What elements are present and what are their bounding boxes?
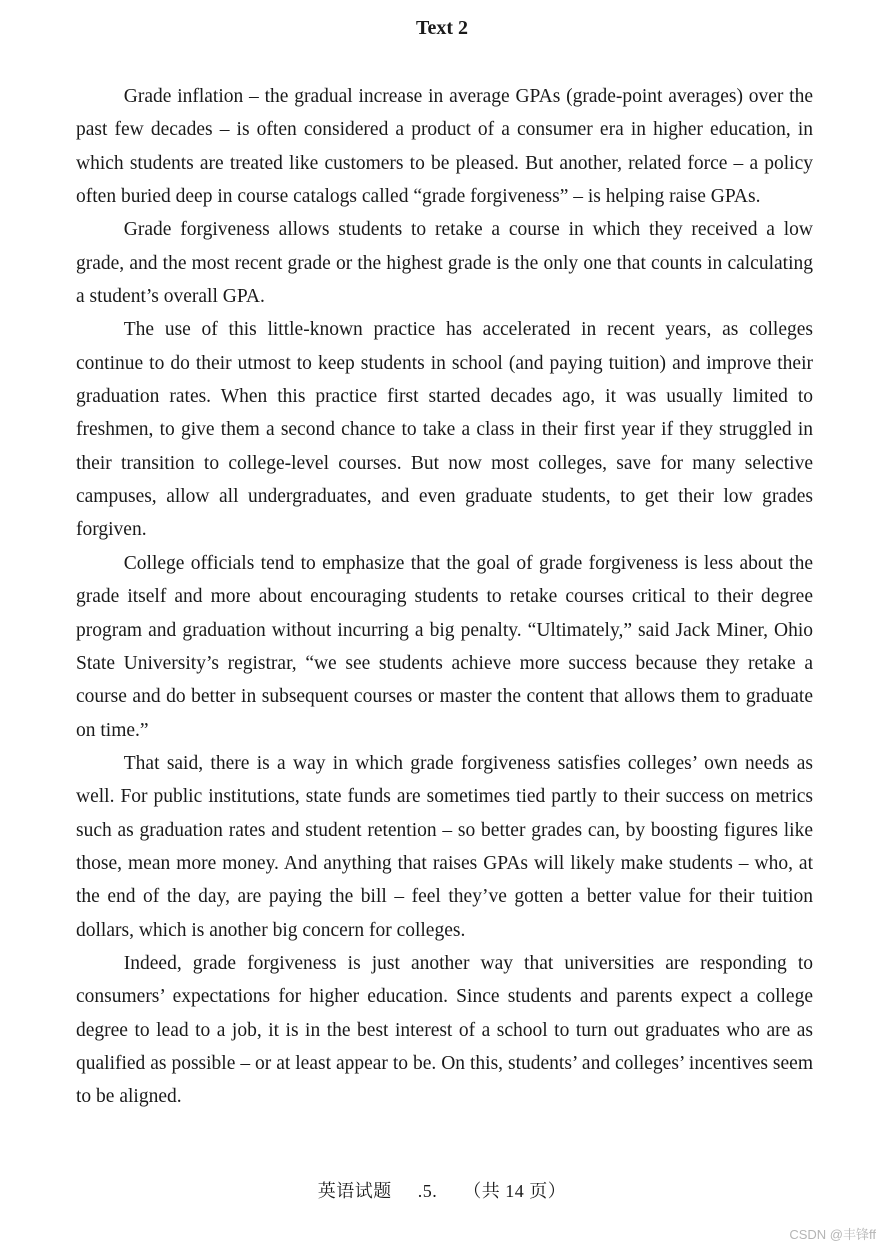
watermark: CSDN @丰锋ff (789, 1227, 876, 1242)
paragraph-3: The use of this little-known practice has accelerated in recent years, as colleges continue to do their utmost to keep students in school (and paying tuition) and improve their graduation rates. When this practice first started decades ago, it was usually limited to freshmen, to give them a second chance to take a class in their first year if they struggled in their transition to college-level courses. But now most colleges, save for many selective campuses, allow all undergraduates, and even graduate students, to get their low grades forgiven. (76, 319, 813, 541)
footer-subject: 英语试题 (317, 1181, 392, 1201)
paragraph-4: College officials tend to emphasize that the goal of grade forgiveness is less about the grade itself and more about encouraging students to retake courses critical to their degree program and graduation without incurring a big penalty. “Ultimately,” said Jack Miner, Ohio State University’s registrar, “we see students achieve more success because they retake a course and do better in subsequent courses or master the content that allows them to graduate on time.” (76, 552, 813, 741)
page-footer (0, 1178, 884, 1204)
paragraph-2: Grade forgiveness allows students to retake a course in which they received a low grade, and the most recent grade or the highest grade is the only one that counts in calculating a student’s overall GPA. (76, 219, 813, 308)
paragraph-1: Grade inflation – the gradual increase in average GPAs (grade-point averages) over the past few decades – is often considered a product of a consumer era in higher education, in which students are treated like customers to be pleased. But another, related force – a policy often buried deep in course catalogs called “grade forgiveness” – is helping raise GPAs. (76, 86, 813, 208)
paragraph-5: That said, there is a way in which grade forgiveness satisfies colleges’ own needs as well. For public institutions, state funds are sometimes tied partly to their success on metrics such as graduation rates and student retention – so better grades can, by boosting figures like those, mean more money. And anything that raises GPAs will likely make students – who, at the end of the day, are paying the bill – feel they’ve gotten a better value for their tuition dollars, which is another big concern for colleges. (76, 752, 813, 941)
footer-page-number: .5. (417, 1181, 438, 1201)
paragraph-6: Indeed, grade forgiveness is just another way that universities are responding to consumers’ expectations for higher education. Since students and parents expect a college degree to lead to a job, it is in the best interest of a school to turn out graduates who are as qualified as possible – or at least appear to be. On this, students’ and colleges’ incentives seem to be aligned. (76, 952, 813, 1108)
footer-page-total: （共 14 页） (463, 1181, 567, 1201)
article-body (76, 80, 813, 1114)
text-title: Text 2 (415, 17, 469, 39)
